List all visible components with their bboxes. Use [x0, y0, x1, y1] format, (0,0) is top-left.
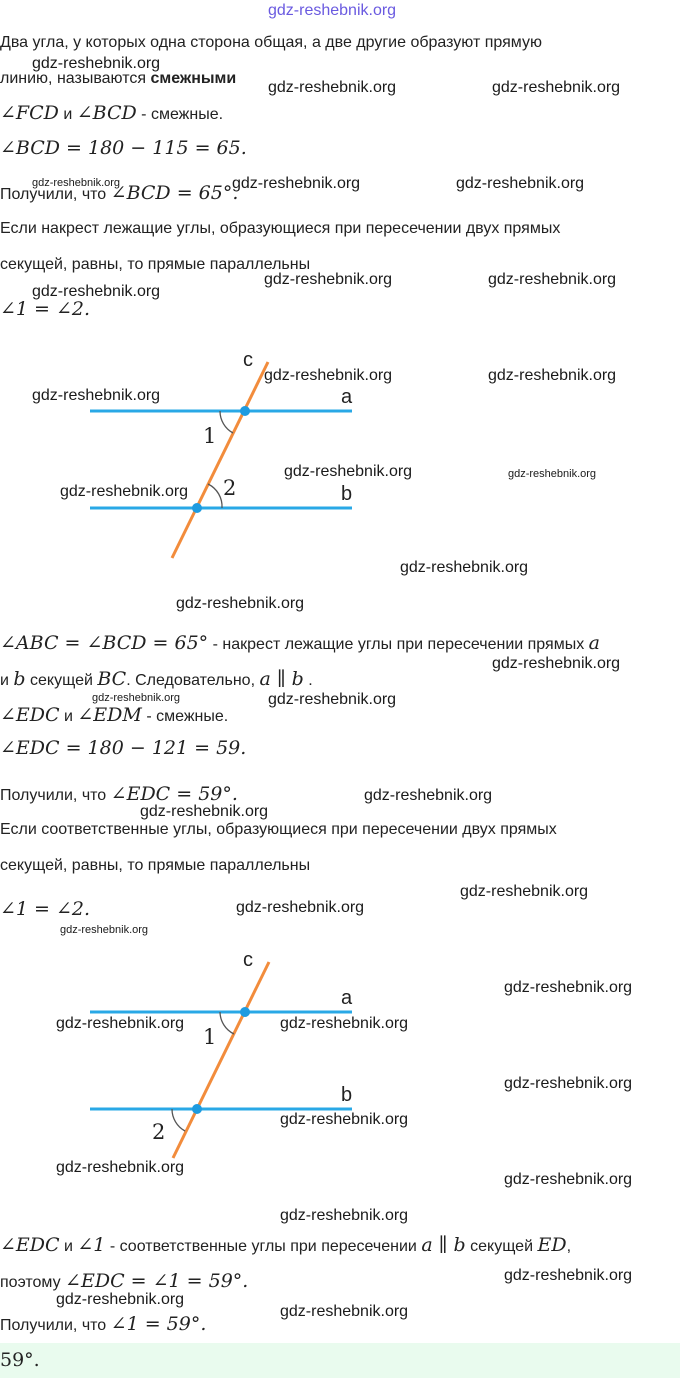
angle-1-arc: [220, 411, 233, 433]
site-watermark: gdz-reshebnik.org: [460, 883, 589, 900]
site-watermark: gdz-reshebnik.org: [60, 483, 189, 500]
label-c: c: [243, 349, 253, 371]
site-watermark: gdz-reshebnik.org: [56, 1291, 185, 1308]
angle-equation-2: ∠1 = ∠2.: [0, 898, 91, 920]
term-adjacent: смежными: [150, 70, 237, 87]
site-watermark: gdz-reshebnik.org: [504, 979, 633, 996]
site-watermark: gdz-reshebnik.org: [32, 283, 161, 300]
site-watermark: gdz-reshebnik.org: [232, 175, 361, 192]
label-angle-1: 1: [203, 1025, 217, 1049]
site-watermark: gdz-reshebnik.org: [488, 271, 617, 288]
site-watermark: gdz-reshebnik.org: [236, 899, 365, 916]
answer-box: [0, 1343, 680, 1378]
calculation-1: ∠BCD = 180 − 115 = 65.: [0, 137, 247, 159]
secant-c: [172, 362, 268, 558]
site-watermark: gdz-reshebnik.org: [400, 559, 529, 576]
site-watermark: gdz-reshebnik.org: [504, 1171, 633, 1188]
angle-1-arc: [220, 1012, 234, 1034]
site-watermark: gdz-reshebnik.org: [32, 177, 121, 189]
theorem2-line-2: секущей, равны, то прямые параллельны: [0, 857, 311, 874]
site-watermark: gdz-reshebnik.org: [32, 387, 161, 404]
result-3: Получили, что ∠1 = 59°.: [0, 1313, 207, 1335]
label-angle-2: 2: [152, 1120, 166, 1144]
theorem-line-1: Если накрест лежащие углы, образующиеся при пересечении двух прямых: [0, 220, 561, 237]
site-watermark: gdz-reshebnik.org: [364, 787, 493, 804]
therefore-statement: поэтому ∠EDC = ∠1 = 59°.: [0, 1270, 249, 1292]
result-1: Получили, что ∠BCD = 65°.: [0, 182, 239, 204]
label-b: b: [341, 483, 353, 505]
site-watermark: gdz-reshebnik.org: [92, 692, 181, 704]
definition-line-1: Два угла, у которых одна сторона общая, а две другие образуют прямую: [0, 34, 542, 51]
label-angle-2: 2: [223, 476, 237, 500]
site-watermark: gdz-reshebnik.org: [280, 1207, 409, 1224]
site-watermark: gdz-reshebnik.org: [140, 803, 269, 820]
intersection-point-a: [240, 1007, 250, 1017]
conclusion-parallel: и b секущей BC. Следовательно, a ∥ b .: [0, 668, 313, 690]
intersection-point-a: [240, 406, 250, 416]
intersection-point-b: [192, 503, 202, 513]
site-watermark: gdz-reshebnik.org: [60, 924, 149, 936]
definition-line-2: линию, называются смежными: [0, 70, 237, 87]
site-watermark: gdz-reshebnik.org: [508, 468, 597, 480]
secant-c: [173, 962, 269, 1158]
site-watermark: gdz-reshebnik.org: [280, 1111, 409, 1128]
angle-2-arc: [208, 484, 222, 508]
intersection-point-b: [192, 1104, 202, 1114]
parallel-lines-figure-corresponding: [0, 940, 680, 1170]
site-watermark: gdz-reshebnik.org: [504, 1075, 633, 1092]
angle-2-arc: [172, 1109, 185, 1131]
label-angle-1: 1: [203, 424, 217, 448]
site-watermark: gdz-reshebnik.org: [264, 271, 393, 288]
site-watermark: gdz-reshebnik.org: [56, 1159, 185, 1176]
label-b: b: [341, 1084, 353, 1106]
corresponding-statement: ∠EDC и ∠1 - соответственные углы при пересечении a ∥ b секущей ED,: [0, 1234, 572, 1256]
site-watermark: gdz-reshebnik.org: [176, 595, 305, 612]
label-a: a: [341, 987, 353, 1009]
site-watermark: gdz-reshebnik.org: [268, 79, 397, 96]
site-watermark: gdz-reshebnik.org: [280, 1015, 409, 1032]
calculation-2: ∠EDC = 180 − 121 = 59.: [0, 737, 247, 759]
adjacent-statement-1: ∠FCD и ∠BCD - смежные.: [0, 102, 224, 124]
theorem2-line-1: Если соответственные углы, образующиеся при пересечении двух прямых: [0, 821, 557, 838]
site-watermark: gdz-reshebnik.org: [264, 367, 393, 384]
site-watermark: gdz-reshebnik.org: [32, 55, 161, 72]
answer-value: 59°.: [0, 1349, 40, 1371]
site-watermark: gdz-reshebnik.org: [456, 175, 585, 192]
adjacent-statement-2: ∠EDC и ∠EDM - смежные.: [0, 704, 229, 726]
label-c: c: [243, 949, 253, 971]
theorem-line-2: секущей, равны, то прямые параллельны: [0, 256, 311, 273]
site-watermark: gdz-reshebnik.org: [280, 1303, 409, 1320]
site-watermark: gdz-reshebnik.org: [492, 79, 621, 96]
site-watermark: gdz-reshebnik.org: [504, 1267, 633, 1284]
site-watermark: gdz-reshebnik.org: [492, 655, 621, 672]
site-watermark: gdz-reshebnik.org: [488, 367, 617, 384]
angle-equation-1: ∠1 = ∠2.: [0, 298, 91, 320]
site-watermark-top: gdz-reshebnik.org: [268, 2, 397, 19]
site-watermark: gdz-reshebnik.org: [56, 1015, 185, 1032]
site-watermark: gdz-reshebnik.org: [268, 691, 397, 708]
site-watermark: gdz-reshebnik.org: [284, 463, 413, 480]
label-a: a: [341, 386, 353, 408]
result-2: Получили, что ∠EDC = 59°.: [0, 783, 238, 805]
alternate-statement: ∠ABC = ∠BCD = 65° - накрест лежащие углы при пересечении прямых a: [0, 632, 600, 654]
